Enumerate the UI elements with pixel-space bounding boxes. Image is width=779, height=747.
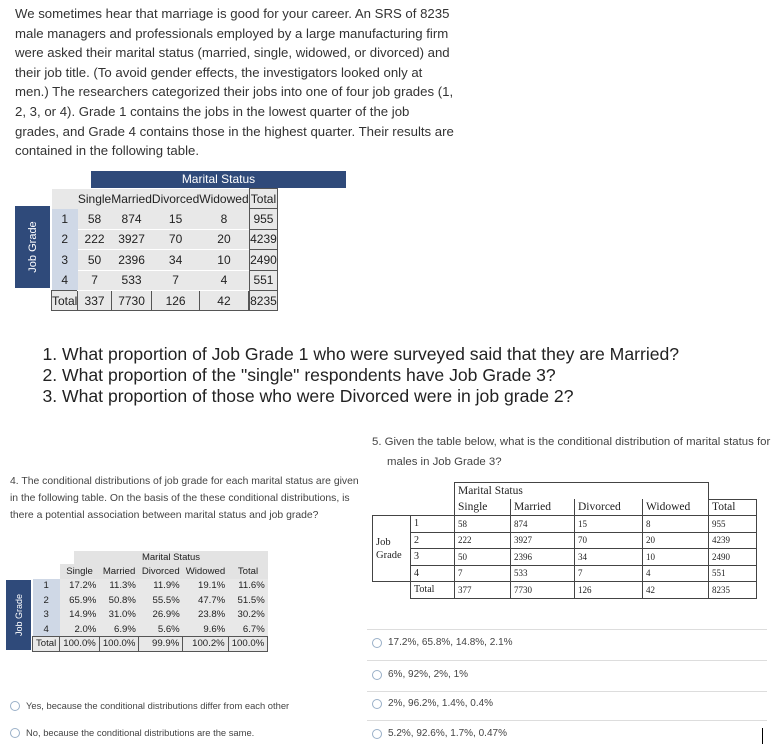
table-group-header: Marital Status [455, 483, 575, 500]
q4-option-yes[interactable]: Yes, because the conditional distributions differ from each other [10, 700, 289, 711]
column-header: Single [455, 499, 511, 516]
intro-paragraph: We sometimes hear that marriage is good for your career. An SRS of 8235 male managers and professionals employed by a large manufacturing firm were asked their marital status (married, single, widowed, or divorced) and their job title. (To avoid gender effects, the investigators looked only at men.) The researchers categorized their jobs into one of four job grades (1, 2, 3, or 4). Grade 1 contains the jobs in the lowest quarter of the job grades, and Grade 4 contains those in the highest quarter. Their results are contained in the following table. [15, 6, 454, 159]
radio-button[interactable] [372, 638, 382, 648]
q5-option-c[interactable]: 2%, 96.2%, 1.4%, 0.4% [372, 698, 493, 709]
column-header: Divorced [152, 189, 199, 209]
question-item: 3. What proportion of those who were Divorced were in job grade 2? [62, 386, 679, 407]
total-row: Total 100.0% 100.0% 99.9% 100.2% 100.0% [33, 637, 268, 652]
question-item: 2. What proportion of the "single" respondents have Job Grade 3? [62, 365, 679, 386]
radio-button[interactable] [10, 701, 20, 711]
divider [367, 691, 767, 692]
count-table [51, 188, 278, 311]
divider [367, 629, 767, 630]
column-header: Single [60, 564, 100, 579]
table-row: 1 58 874 15 8 955 [373, 516, 757, 533]
table-group-header: Marital Status [74, 551, 268, 564]
radio-button[interactable] [372, 670, 382, 680]
q5-option-d[interactable]: 5.2%, 92.6%, 1.7%, 0.47% [372, 728, 507, 739]
column-header: Divorced [139, 564, 183, 579]
job-grade-label: Job Grade [373, 532, 411, 565]
text-cursor [762, 728, 763, 744]
table-group-header: Marital Status [91, 171, 346, 188]
column-header: Divorced [575, 499, 643, 516]
column-header: Married [111, 189, 152, 209]
table-row: 3 50 2396 34 10 2490 [52, 250, 278, 270]
column-header: Total [250, 189, 278, 209]
question-5-text: 5. Given the table below, what is the conditional distribution of marital status for males in Job Grade 3? [372, 436, 771, 468]
grade-marital-table [372, 482, 757, 599]
column-header: Single [78, 189, 111, 209]
question-4-text: 4. The conditional distributions of job grade for each marital status are given in the following table. On the basis of the these conditional distributions, is there a potential association between marital status and job grade? [10, 476, 359, 521]
table-row: 4 7 533 7 4 551 [373, 565, 757, 582]
job-grade-side-label: Job Grade [15, 206, 50, 288]
divider [367, 720, 767, 721]
total-row: Total 377 7730 126 42 8235 [373, 582, 757, 599]
column-header: Total [709, 499, 757, 516]
radio-button[interactable] [372, 699, 382, 709]
table-row: 4 7 533 7 4 551 [52, 270, 278, 290]
column-header: Widowed [199, 189, 248, 209]
total-row: Total 337 7730 126 42 8235 [52, 290, 278, 310]
column-header: Widowed [183, 564, 228, 579]
q5-option-b[interactable]: 6%, 92%, 2%, 1% [372, 669, 468, 680]
column-header: Married [99, 564, 139, 579]
table-row: 3 14.9% 31.0% 26.9% 23.8% 30.2% [33, 608, 268, 623]
column-header: Married [511, 499, 575, 516]
job-grade-side-label: Job Grade [6, 580, 31, 650]
question-item: 1. What proportion of Job Grade 1 who were surveyed said that they are Married? [62, 344, 679, 365]
column-header: Widowed [643, 499, 709, 516]
radio-button[interactable] [372, 729, 382, 739]
radio-button[interactable] [10, 728, 20, 738]
table-row: Job Grade 2 222 3927 70 20 4239 [373, 532, 757, 549]
table-row: 4 2.0% 6.9% 5.6% 9.6% 6.7% [33, 622, 268, 637]
table-row: 1 17.2% 11.3% 11.9% 19.1% 11.6% [33, 579, 268, 594]
table-row: 2 222 3927 70 20 4239 [52, 229, 278, 249]
q5-option-a[interactable]: 17.2%, 65.8%, 14.8%, 2.1% [372, 637, 513, 648]
column-header: Total [228, 564, 268, 579]
table-row: 3 50 2396 34 10 2490 [373, 549, 757, 566]
divider [367, 660, 767, 661]
table-row: 2 65.9% 50.8% 55.5% 47.7% 51.5% [33, 593, 268, 608]
question-list [34, 344, 679, 407]
table-row: 1 58 874 15 8 955 [52, 209, 278, 229]
q4-option-no[interactable]: No, because the conditional distributions are the same. [10, 727, 254, 738]
